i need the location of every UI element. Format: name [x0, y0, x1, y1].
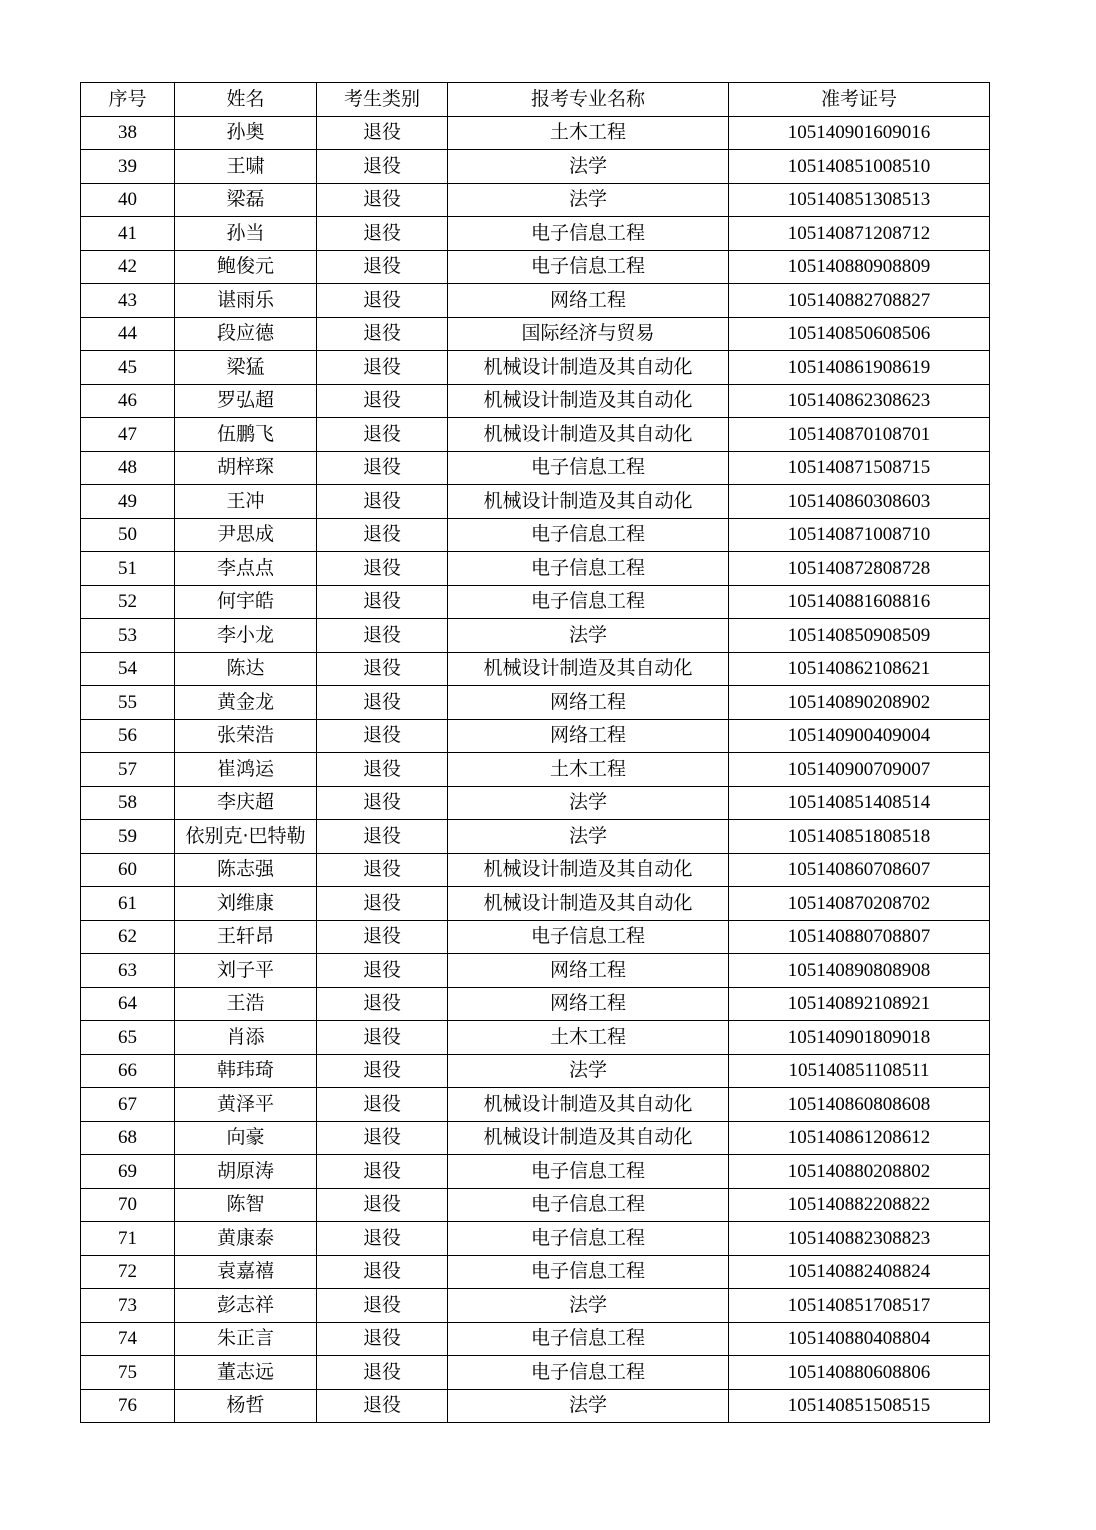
cell-name: 陈达: [175, 652, 317, 686]
cell-name: 鲍俊元: [175, 250, 317, 284]
cell-major: 法学: [448, 820, 729, 854]
table-row: [81, 954, 990, 988]
cell-major: 机械设计制造及其自动化: [448, 887, 729, 921]
cell-name: 陈志强: [175, 853, 317, 887]
table-row: [81, 753, 990, 787]
cell-candidate-category: 退役: [317, 786, 448, 820]
cell-candidate-category: 退役: [317, 686, 448, 720]
cell-major: 网络工程: [448, 987, 729, 1021]
cell-candidate-category: 退役: [317, 887, 448, 921]
cell-candidate-category: 退役: [317, 1121, 448, 1155]
table-row: [81, 1289, 990, 1323]
cell-name: 杨哲: [175, 1389, 317, 1423]
header-major: 报考专业名称: [448, 83, 729, 117]
cell-candidate-category: 退役: [317, 150, 448, 184]
cell-admission-ticket: 105140882708827: [729, 284, 990, 318]
cell-admission-ticket: 105140880708807: [729, 920, 990, 954]
cell-name: 梁磊: [175, 183, 317, 217]
cell-admission-ticket: 105140860808608: [729, 1088, 990, 1122]
table-row: [81, 1222, 990, 1256]
cell-candidate-category: 退役: [317, 250, 448, 284]
cell-name: 刘子平: [175, 954, 317, 988]
cell-candidate-category: 退役: [317, 384, 448, 418]
cell-serial-number: 72: [81, 1255, 175, 1289]
cell-candidate-category: 退役: [317, 518, 448, 552]
cell-name: 罗弘超: [175, 384, 317, 418]
cell-name: 孙奥: [175, 116, 317, 150]
cell-admission-ticket: 105140862108621: [729, 652, 990, 686]
table-row: [81, 217, 990, 251]
cell-admission-ticket: 105140901609016: [729, 116, 990, 150]
cell-candidate-category: 退役: [317, 183, 448, 217]
table-row: [81, 451, 990, 485]
cell-admission-ticket: 105140882208822: [729, 1188, 990, 1222]
cell-name: 胡原涛: [175, 1155, 317, 1189]
cell-major: 电子信息工程: [448, 1322, 729, 1356]
cell-serial-number: 66: [81, 1054, 175, 1088]
table-row: [81, 1255, 990, 1289]
cell-name: 朱正言: [175, 1322, 317, 1356]
cell-serial-number: 58: [81, 786, 175, 820]
table-row: [81, 887, 990, 921]
cell-candidate-category: 退役: [317, 619, 448, 653]
table-row: [81, 719, 990, 753]
cell-admission-ticket: 105140892108921: [729, 987, 990, 1021]
cell-candidate-category: 退役: [317, 317, 448, 351]
cell-serial-number: 57: [81, 753, 175, 787]
cell-candidate-category: 退役: [317, 1356, 448, 1390]
cell-candidate-category: 退役: [317, 1289, 448, 1323]
cell-serial-number: 50: [81, 518, 175, 552]
cell-name: 黄康泰: [175, 1222, 317, 1256]
cell-serial-number: 76: [81, 1389, 175, 1423]
cell-major: 电子信息工程: [448, 217, 729, 251]
cell-candidate-category: 退役: [317, 1021, 448, 1055]
table-row: [81, 920, 990, 954]
cell-candidate-category: 退役: [317, 1389, 448, 1423]
cell-admission-ticket: 105140881608816: [729, 585, 990, 619]
cell-serial-number: 70: [81, 1188, 175, 1222]
cell-serial-number: 59: [81, 820, 175, 854]
table-row: [81, 1121, 990, 1155]
cell-admission-ticket: 105140850908509: [729, 619, 990, 653]
header-serial-number: 序号: [81, 83, 175, 117]
cell-candidate-category: 退役: [317, 853, 448, 887]
cell-serial-number: 69: [81, 1155, 175, 1189]
cell-name: 王轩昂: [175, 920, 317, 954]
cell-admission-ticket: 105140850608506: [729, 317, 990, 351]
table-row: [81, 1021, 990, 1055]
cell-major: 土木工程: [448, 753, 729, 787]
cell-major: 网络工程: [448, 686, 729, 720]
cell-candidate-category: 退役: [317, 1322, 448, 1356]
cell-candidate-category: 退役: [317, 418, 448, 452]
table-row: [81, 552, 990, 586]
cell-name: 李庆超: [175, 786, 317, 820]
cell-major: 电子信息工程: [448, 1222, 729, 1256]
cell-name: 依别克·巴特勒: [175, 820, 317, 854]
table-row: [81, 1155, 990, 1189]
table-row: [81, 1054, 990, 1088]
cell-major: 电子信息工程: [448, 1356, 729, 1390]
cell-serial-number: 43: [81, 284, 175, 318]
cell-name: 崔鸿运: [175, 753, 317, 787]
cell-admission-ticket: 105140880408804: [729, 1322, 990, 1356]
cell-admission-ticket: 105140880908809: [729, 250, 990, 284]
cell-name: 张荣浩: [175, 719, 317, 753]
table-row: [81, 1389, 990, 1423]
cell-major: 土木工程: [448, 116, 729, 150]
cell-admission-ticket: 105140880608806: [729, 1356, 990, 1390]
header-admission-ticket: 准考证号: [729, 83, 990, 117]
cell-major: 电子信息工程: [448, 1255, 729, 1289]
cell-major: 电子信息工程: [448, 451, 729, 485]
cell-serial-number: 49: [81, 485, 175, 519]
cell-serial-number: 62: [81, 920, 175, 954]
cell-serial-number: 56: [81, 719, 175, 753]
cell-name: 彭志祥: [175, 1289, 317, 1323]
table-row: [81, 1356, 990, 1390]
cell-name: 段应德: [175, 317, 317, 351]
cell-serial-number: 67: [81, 1088, 175, 1122]
cell-serial-number: 47: [81, 418, 175, 452]
cell-name: 王冲: [175, 485, 317, 519]
cell-serial-number: 39: [81, 150, 175, 184]
cell-major: 机械设计制造及其自动化: [448, 384, 729, 418]
cell-name: 胡梓琛: [175, 451, 317, 485]
cell-candidate-category: 退役: [317, 284, 448, 318]
table-row: [81, 686, 990, 720]
cell-admission-ticket: 105140861908619: [729, 351, 990, 385]
cell-admission-ticket: 105140861208612: [729, 1121, 990, 1155]
cell-admission-ticket: 105140890808908: [729, 954, 990, 988]
cell-candidate-category: 退役: [317, 920, 448, 954]
cell-major: 网络工程: [448, 719, 729, 753]
cell-admission-ticket: 105140871208712: [729, 217, 990, 251]
cell-major: 机械设计制造及其自动化: [448, 485, 729, 519]
table-row: [81, 183, 990, 217]
cell-major: 网络工程: [448, 954, 729, 988]
cell-serial-number: 51: [81, 552, 175, 586]
cell-admission-ticket: 105140870108701: [729, 418, 990, 452]
cell-name: 梁猛: [175, 351, 317, 385]
cell-name: 黄泽平: [175, 1088, 317, 1122]
cell-admission-ticket: 105140880208802: [729, 1155, 990, 1189]
cell-admission-ticket: 105140901809018: [729, 1021, 990, 1055]
cell-major: 法学: [448, 1054, 729, 1088]
cell-major: 法学: [448, 150, 729, 184]
cell-serial-number: 48: [81, 451, 175, 485]
cell-candidate-category: 退役: [317, 116, 448, 150]
cell-candidate-category: 退役: [317, 1054, 448, 1088]
cell-name: 尹思成: [175, 518, 317, 552]
table-body: [81, 116, 990, 1423]
cell-serial-number: 54: [81, 652, 175, 686]
cell-serial-number: 41: [81, 217, 175, 251]
cell-candidate-category: 退役: [317, 217, 448, 251]
cell-candidate-category: 退役: [317, 485, 448, 519]
cell-major: 法学: [448, 1289, 729, 1323]
cell-name: 王啸: [175, 150, 317, 184]
cell-admission-ticket: 105140851308513: [729, 183, 990, 217]
roster-sheet: [80, 82, 990, 1423]
table-row: [81, 987, 990, 1021]
cell-candidate-category: 退役: [317, 652, 448, 686]
cell-admission-ticket: 105140871508715: [729, 451, 990, 485]
cell-candidate-category: 退役: [317, 451, 448, 485]
cell-name: 黄金龙: [175, 686, 317, 720]
cell-candidate-category: 退役: [317, 1222, 448, 1256]
cell-major: 电子信息工程: [448, 585, 729, 619]
cell-name: 伍鹏飞: [175, 418, 317, 452]
cell-candidate-category: 退役: [317, 1155, 448, 1189]
cell-serial-number: 71: [81, 1222, 175, 1256]
cell-candidate-category: 退役: [317, 820, 448, 854]
cell-admission-ticket: 105140900409004: [729, 719, 990, 753]
header-name: 姓名: [175, 83, 317, 117]
cell-serial-number: 68: [81, 1121, 175, 1155]
cell-serial-number: 46: [81, 384, 175, 418]
cell-candidate-category: 退役: [317, 954, 448, 988]
table-row: [81, 619, 990, 653]
cell-name: 向豪: [175, 1121, 317, 1155]
cell-serial-number: 53: [81, 619, 175, 653]
cell-serial-number: 63: [81, 954, 175, 988]
cell-major: 机械设计制造及其自动化: [448, 1121, 729, 1155]
cell-serial-number: 73: [81, 1289, 175, 1323]
cell-admission-ticket: 105140851808518: [729, 820, 990, 854]
cell-name: 董志远: [175, 1356, 317, 1390]
cell-serial-number: 55: [81, 686, 175, 720]
cell-name: 王浩: [175, 987, 317, 1021]
cell-serial-number: 60: [81, 853, 175, 887]
cell-admission-ticket: 105140872808728: [729, 552, 990, 586]
table-row: [81, 116, 990, 150]
cell-admission-ticket: 105140860708607: [729, 853, 990, 887]
table-row: [81, 786, 990, 820]
table-row: [81, 351, 990, 385]
cell-name: 袁嘉禧: [175, 1255, 317, 1289]
table-row: [81, 518, 990, 552]
table-row: [81, 250, 990, 284]
cell-major: 法学: [448, 183, 729, 217]
cell-major: 土木工程: [448, 1021, 729, 1055]
cell-serial-number: 74: [81, 1322, 175, 1356]
cell-major: 机械设计制造及其自动化: [448, 652, 729, 686]
cell-name: 何宇皓: [175, 585, 317, 619]
table-row: [81, 652, 990, 686]
table-row: [81, 1188, 990, 1222]
cell-name: 李小龙: [175, 619, 317, 653]
cell-admission-ticket: 105140900709007: [729, 753, 990, 787]
cell-serial-number: 44: [81, 317, 175, 351]
cell-serial-number: 42: [81, 250, 175, 284]
cell-major: 电子信息工程: [448, 250, 729, 284]
table-row: [81, 485, 990, 519]
cell-admission-ticket: 105140851008510: [729, 150, 990, 184]
cell-serial-number: 38: [81, 116, 175, 150]
cell-major: 机械设计制造及其自动化: [448, 351, 729, 385]
cell-name: 肖添: [175, 1021, 317, 1055]
table-row: [81, 150, 990, 184]
cell-name: 刘维康: [175, 887, 317, 921]
cell-major: 法学: [448, 1389, 729, 1423]
candidate-table: [80, 82, 990, 1423]
cell-serial-number: 40: [81, 183, 175, 217]
cell-name: 谌雨乐: [175, 284, 317, 318]
cell-major: 电子信息工程: [448, 1188, 729, 1222]
header-candidate-category: 考生类别: [317, 83, 448, 117]
table-row: [81, 853, 990, 887]
cell-candidate-category: 退役: [317, 1188, 448, 1222]
cell-major: 电子信息工程: [448, 518, 729, 552]
cell-admission-ticket: 105140890208902: [729, 686, 990, 720]
cell-major: 法学: [448, 786, 729, 820]
cell-candidate-category: 退役: [317, 552, 448, 586]
cell-name: 陈智: [175, 1188, 317, 1222]
cell-candidate-category: 退役: [317, 1088, 448, 1122]
cell-admission-ticket: 105140851508515: [729, 1389, 990, 1423]
cell-serial-number: 75: [81, 1356, 175, 1390]
cell-name: 韩玮琦: [175, 1054, 317, 1088]
cell-serial-number: 61: [81, 887, 175, 921]
cell-admission-ticket: 105140870208702: [729, 887, 990, 921]
cell-admission-ticket: 105140862308623: [729, 384, 990, 418]
cell-candidate-category: 退役: [317, 753, 448, 787]
cell-serial-number: 64: [81, 987, 175, 1021]
cell-admission-ticket: 105140882308823: [729, 1222, 990, 1256]
cell-candidate-category: 退役: [317, 987, 448, 1021]
table-row: [81, 585, 990, 619]
cell-admission-ticket: 105140860308603: [729, 485, 990, 519]
cell-admission-ticket: 105140851708517: [729, 1289, 990, 1323]
cell-major: 电子信息工程: [448, 552, 729, 586]
cell-major: 电子信息工程: [448, 920, 729, 954]
cell-serial-number: 45: [81, 351, 175, 385]
cell-admission-ticket: 105140851108511: [729, 1054, 990, 1088]
table-row: [81, 384, 990, 418]
table-header-row: [81, 83, 990, 117]
cell-name: 李点点: [175, 552, 317, 586]
cell-major: 网络工程: [448, 284, 729, 318]
cell-admission-ticket: 105140851408514: [729, 786, 990, 820]
table-row: [81, 820, 990, 854]
table-row: [81, 284, 990, 318]
cell-admission-ticket: 105140882408824: [729, 1255, 990, 1289]
cell-serial-number: 65: [81, 1021, 175, 1055]
table-row: [81, 418, 990, 452]
cell-major: 法学: [448, 619, 729, 653]
cell-major: 国际经济与贸易: [448, 317, 729, 351]
cell-candidate-category: 退役: [317, 719, 448, 753]
table-row: [81, 1088, 990, 1122]
cell-name: 孙当: [175, 217, 317, 251]
cell-major: 机械设计制造及其自动化: [448, 853, 729, 887]
cell-serial-number: 52: [81, 585, 175, 619]
cell-candidate-category: 退役: [317, 585, 448, 619]
table-row: [81, 317, 990, 351]
cell-major: 机械设计制造及其自动化: [448, 1088, 729, 1122]
cell-major: 电子信息工程: [448, 1155, 729, 1189]
cell-candidate-category: 退役: [317, 351, 448, 385]
cell-candidate-category: 退役: [317, 1255, 448, 1289]
cell-major: 机械设计制造及其自动化: [448, 418, 729, 452]
table-row: [81, 1322, 990, 1356]
cell-admission-ticket: 105140871008710: [729, 518, 990, 552]
